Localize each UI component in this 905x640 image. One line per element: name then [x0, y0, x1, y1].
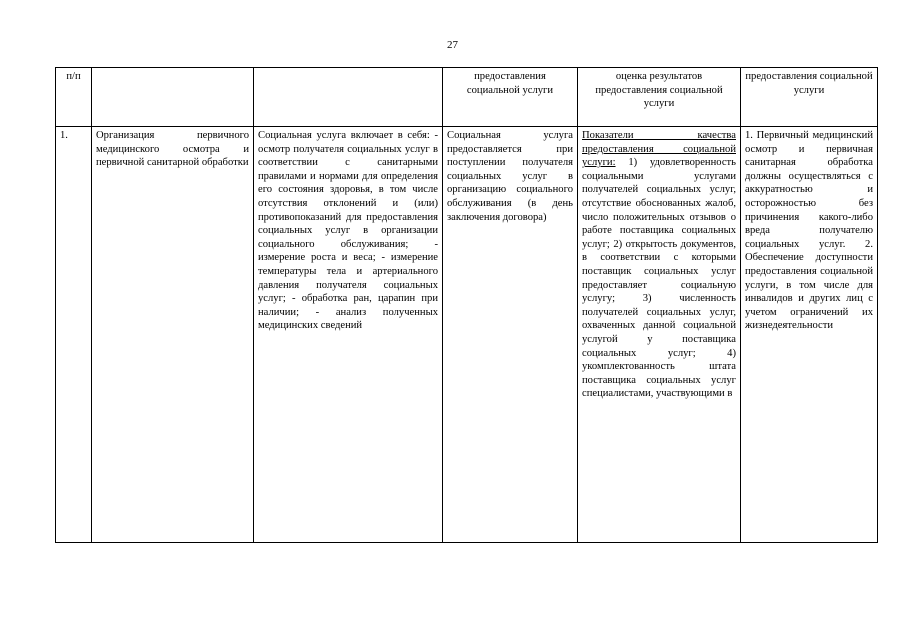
header-service-name — [92, 68, 254, 127]
table-header-row — [56, 68, 878, 127]
header-quality: оценка результатов предоставления социальной услуги — [578, 68, 741, 127]
service-name-cell: Организация первичного медицинского осмотра и первичной санитарной обработки — [92, 127, 254, 543]
row-number: 1. — [56, 127, 92, 543]
header-number: п/п — [56, 68, 92, 127]
header-timing: предоставления социальной услуги — [443, 68, 578, 127]
quality-cell — [578, 127, 741, 543]
conditions-cell: 1. Первичный медицинский осмотр и первичная санитарная обработка должны осуществляться с аккуратностью и осторожностью без причинения какого-либо вреда получателю социальных услуг. 2. Обеспечение доступности предоставления социальной услуги, в том числе для инвалидов и других лиц с учетом ограничений их жизнедеятельности — [741, 127, 878, 543]
services-table — [55, 67, 878, 543]
page-number: 27 — [447, 39, 458, 51]
table-row — [56, 127, 878, 543]
quality-text: 1) удовлетворенность социальными услугами получателей социальных услуг, отсутствие обоснованных жалоб, число положительных отзывов о работе поставщика социальных услуг; 2) открытость документов, в соответствии с которыми поставщик социальных услуг предоставляет социальную услугу; 3) численность получателей социальных услуг, охваченных данной социальной услугой у поставщика социальных услуг; 4) укомплектованность штата поставщика социальных услуг специалистами, участвующими в — [582, 157, 736, 400]
header-conditions: предоставления социальной услуги — [741, 68, 878, 127]
header-description — [254, 68, 443, 127]
description-cell: Социальная услуга включает в себя: - осмотр получателя социальных услуг в соответствии с санитарными правилами и нормами для определения его состояния здоровья, в том числе отсутствия отклонений и (или) противопоказаний для предоставления социальных услуг в организации социального обслуживания; - измерение роста и веса; - измерение температуры тела и артериального давления получателя социальных услуг; - обработка ран, царапин при наличии; - анализ полученных медицинских сведений — [254, 127, 443, 543]
timing-cell: Социальная услуга предоставляется при поступлении получателя социальных услуг в организацию социального обслуживания (в день заключения договора) — [443, 127, 578, 543]
quality-heading: Показатели качества предоставления социальной услуги: — [582, 130, 736, 169]
